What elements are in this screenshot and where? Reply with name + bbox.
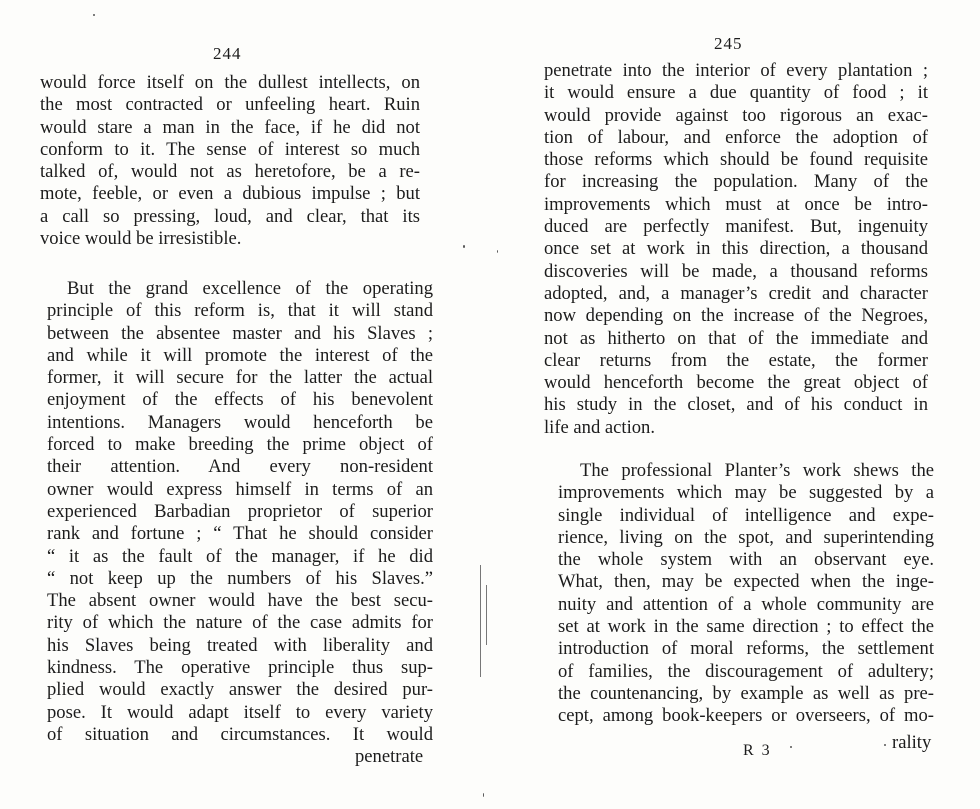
text-line: his study in the closet, and of his conduct in <box>544 394 928 416</box>
text-line: of families, the discouragement of adultery; <box>558 660 934 682</box>
page-number: 244 <box>213 44 242 63</box>
gutter-mark <box>480 565 481 677</box>
text-line: adopted, and, a manager’s credit and character <box>544 282 928 304</box>
speck <box>93 14 95 16</box>
text-line: their attention. And every non-resident <box>47 456 433 478</box>
text-line: now depending on the increase of the Negroes, <box>544 305 928 327</box>
text-line: the whole system with an observant eye. <box>558 549 934 571</box>
text-line: would henceforth become the great object of <box>544 372 928 394</box>
text-line: owner would express himself in terms of an <box>47 478 433 500</box>
left-page <box>0 0 470 809</box>
text-line: penetrate into the interior of every plantation ; <box>544 60 928 81</box>
text-line: improvements which must at once be intro- <box>544 193 928 215</box>
text-line: his Slaves being treated with liberality and <box>47 634 433 656</box>
text-line: the countenancing, by example as well as pre- <box>558 682 934 704</box>
text-line: experienced Barbadian proprietor of superior <box>47 500 433 522</box>
text-line: tion of labour, and enforce the adoption of <box>544 126 928 148</box>
text-line: single individual of intelligence and expe- <box>558 504 934 526</box>
text-line: between the absentee master and his Slaves ; <box>47 322 433 344</box>
paragraph <box>544 60 928 439</box>
text-line: The professional Planter’s work shews the <box>580 460 934 481</box>
text-line: not as hitherto on that of the immediate and <box>544 327 928 349</box>
text-line: would stare a man in the face, if he did not <box>40 116 420 138</box>
text-line: life and action. <box>544 416 655 438</box>
text-line: it would ensure a due quantity of food ; it <box>544 82 928 104</box>
text-line: clear returns from the estate, the former <box>544 349 928 371</box>
text-line: intentions. Managers would henceforth be <box>47 411 433 433</box>
page-number: 245 <box>714 34 743 53</box>
text-line: once set at work in this direction, a thousand <box>544 238 928 260</box>
trailing-catchword: rality <box>892 731 932 753</box>
signature-mark: R 3 <box>743 742 772 759</box>
text-line: mote, feeble, or even a dubious impulse ; but <box>40 183 420 205</box>
text-line: and while it will promote the interest of the <box>47 344 433 366</box>
text-line: the most contracted or unfeeling heart. Ruin <box>40 94 420 116</box>
text-line: cept, among book-keepers or overseers, of mo- <box>558 705 934 727</box>
text-line: former, it will secure for the latter the actual <box>47 367 433 389</box>
text-line: improvements which may be suggested by a <box>558 482 934 504</box>
text-line: forced to make breeding the prime object of <box>47 434 433 456</box>
text-line: rity of which the nature of the case admits for <box>47 612 433 634</box>
text-line: voice would be irresistible. <box>40 228 242 250</box>
text-line: The absent owner would have the best secu- <box>47 590 433 612</box>
catchword: penetrate <box>355 746 424 767</box>
text-line: enjoyment of the effects of his benevolent <box>47 389 433 411</box>
speck <box>884 744 886 746</box>
text-line: principle of this reform is, that it will stand <box>47 300 433 322</box>
text-line: introduction of moral reforms, the settlement <box>558 638 934 660</box>
speck <box>463 245 465 248</box>
text-line: those reforms which should be found requisite <box>544 149 928 171</box>
text-line: would provide against too rigorous an exac- <box>544 104 928 126</box>
speck <box>497 250 498 253</box>
text-line: rank and fortune ; “ That he should consider <box>47 523 433 545</box>
text-line: conform to it. The sense of interest so much <box>40 138 420 160</box>
right-page <box>500 0 980 809</box>
text-line: would force itself on the dullest intellects, on <box>40 72 420 93</box>
text-line: “ it as the fault of the manager, if he did <box>47 545 433 567</box>
text-line: What, then, may be expected when the inge- <box>558 571 934 593</box>
text-line: nuity and attention of a whole community are <box>558 593 934 615</box>
text-line: set at work in the same direction ; to effect the <box>558 616 934 638</box>
speck <box>483 793 484 797</box>
text-line: rience, living on the spot, and superintending <box>558 526 934 548</box>
text-line: pose. It would adapt itself to every variety <box>47 701 433 723</box>
gutter-mark <box>486 585 487 645</box>
text-line: plied would exactly answer the desired pur- <box>47 679 433 701</box>
text-line: kindness. The operative principle thus sup- <box>47 657 433 679</box>
paragraph <box>47 278 433 746</box>
speck <box>790 746 792 748</box>
text-line: But the grand excellence of the operating <box>67 278 433 299</box>
paragraph <box>40 72 420 250</box>
text-line: of situation and circumstances. It would <box>47 723 433 745</box>
text-line: a call so pressing, loud, and clear, that its <box>40 205 420 227</box>
text-line: duced are perfectly manifest. But, ingenuity <box>544 216 928 238</box>
text-line: “ not keep up the numbers of his Slaves.” <box>47 567 433 589</box>
text-line: for increasing the population. Many of the <box>544 171 928 193</box>
text-line: talked of, would not as heretofore, be a re- <box>40 161 420 183</box>
text-line: discoveries will be made, a thousand reforms <box>544 260 928 282</box>
